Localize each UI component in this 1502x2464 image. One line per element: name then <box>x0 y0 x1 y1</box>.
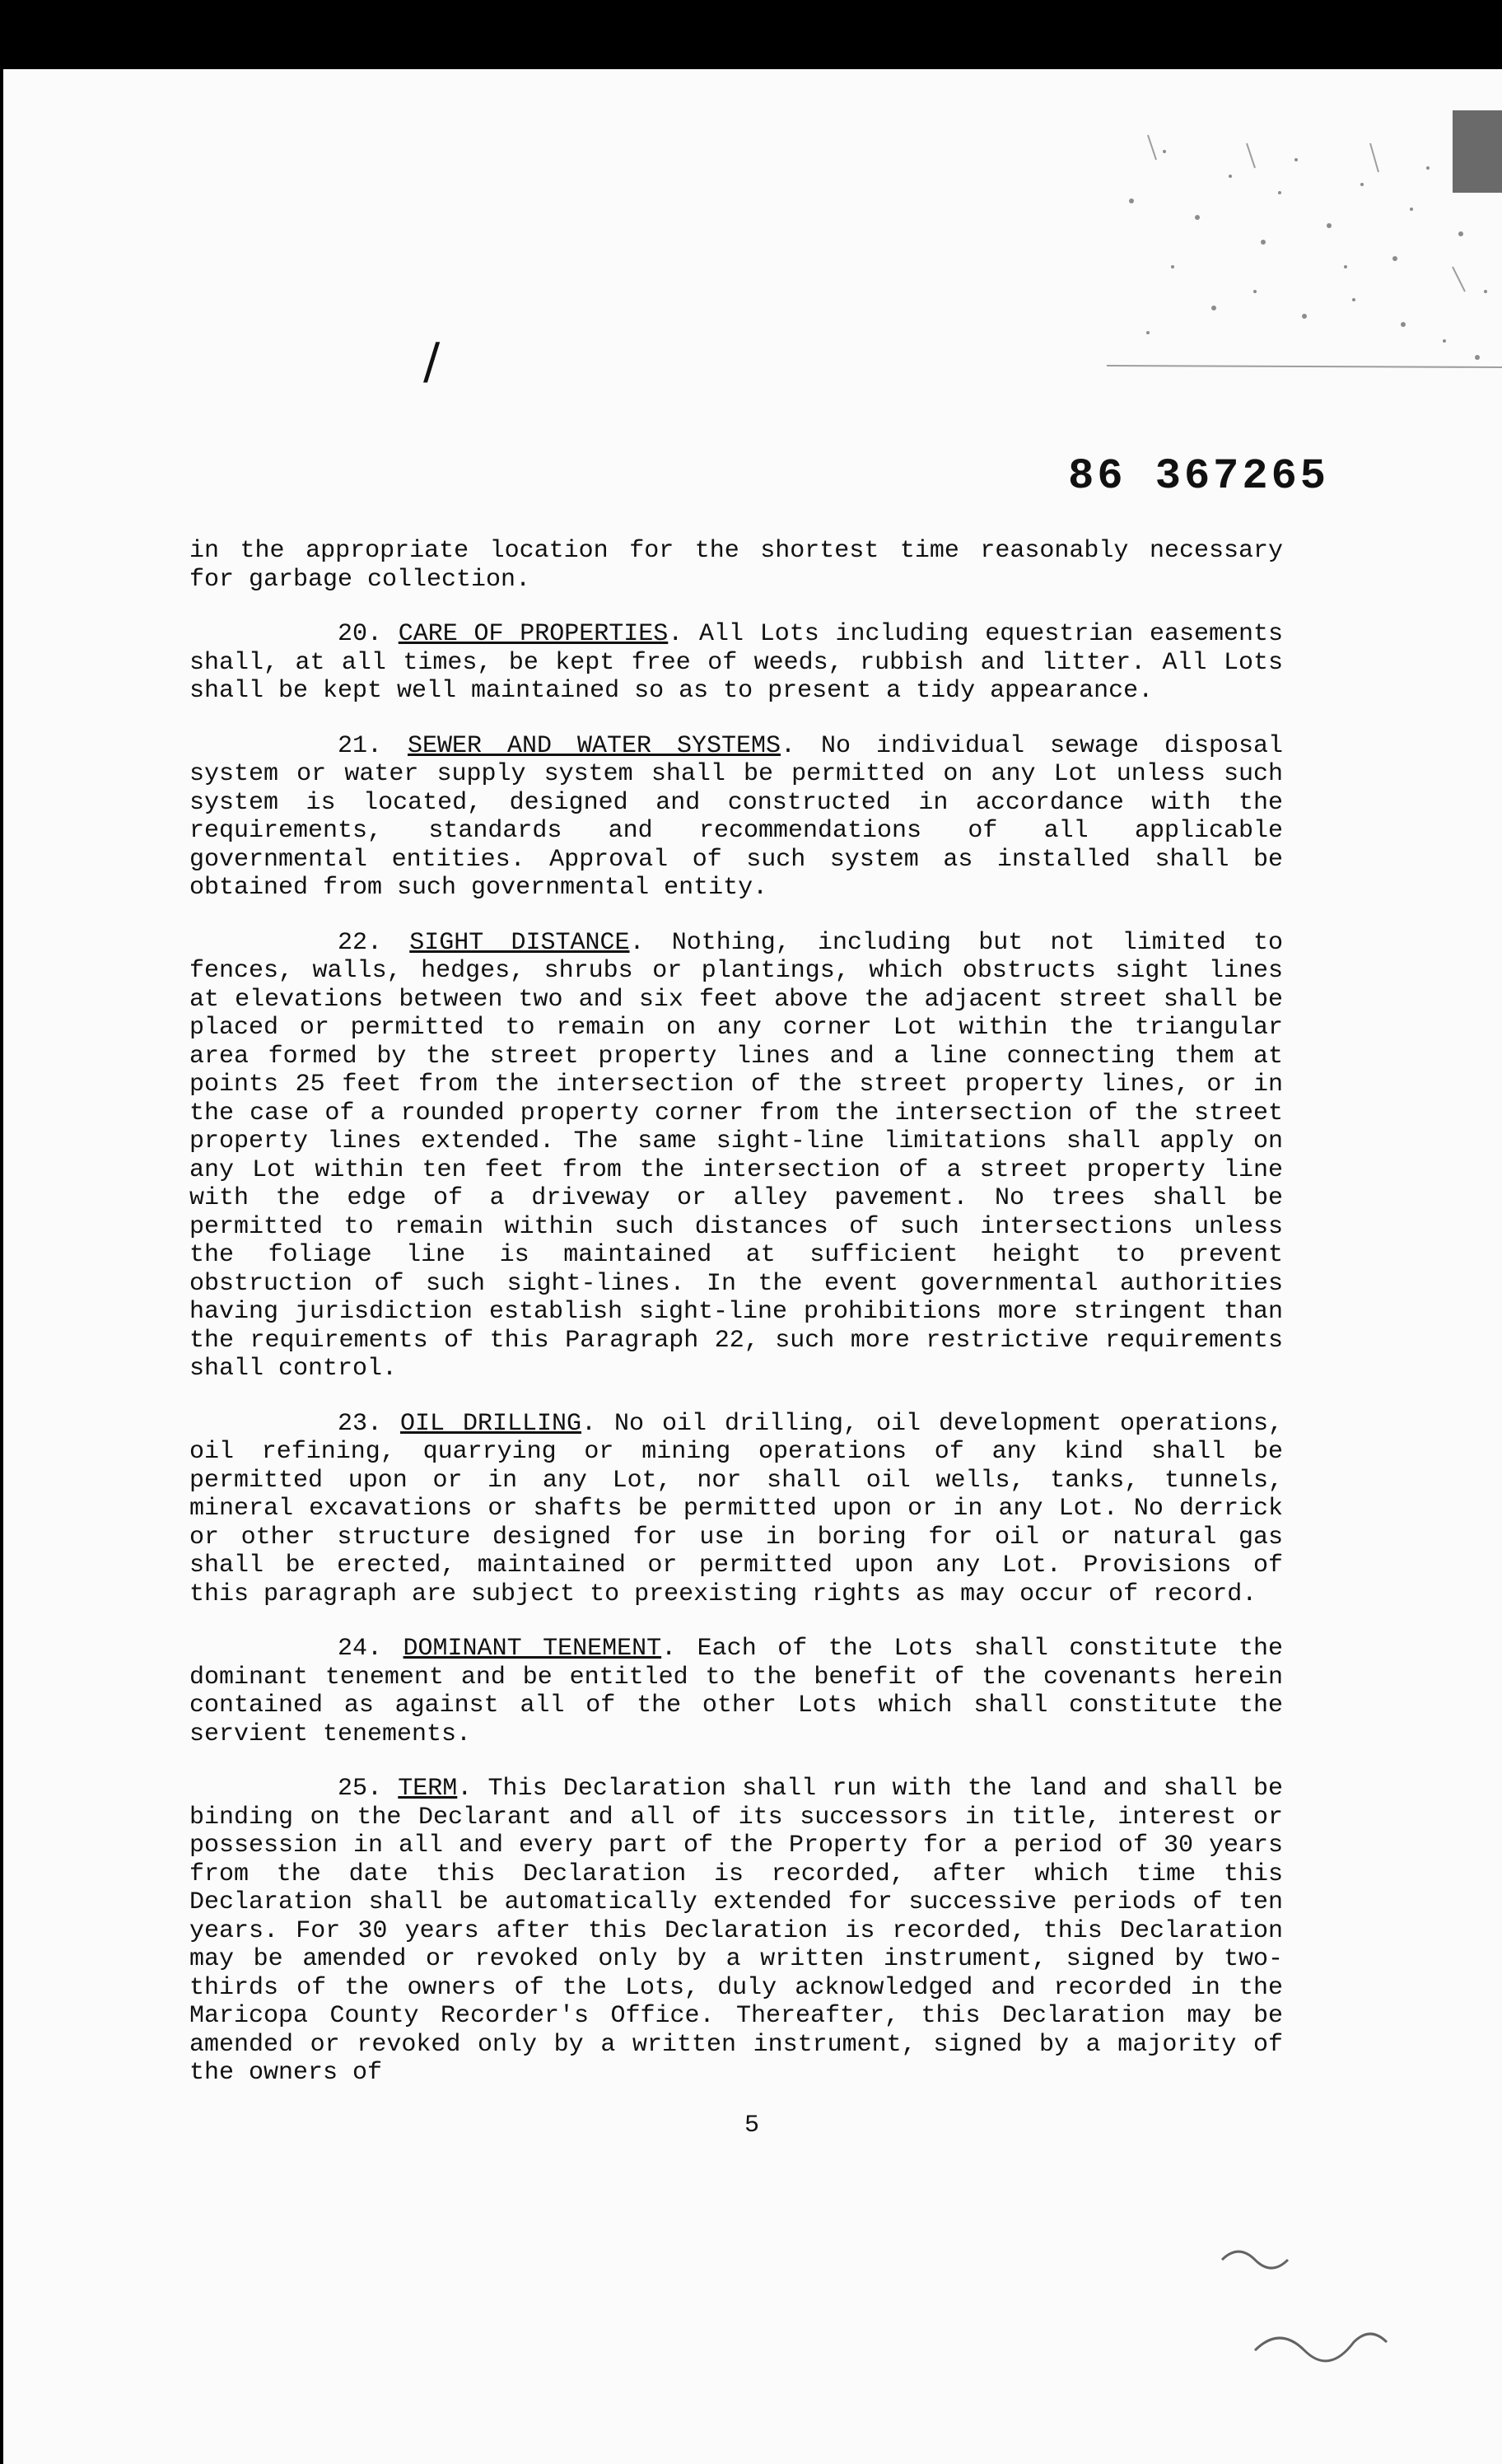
paragraph-number: 23. <box>338 1409 400 1438</box>
stamp-speckle <box>1099 102 1502 407</box>
paragraph-number: 24. <box>338 1635 403 1663</box>
signature-speckle <box>1206 2227 1453 2392</box>
document-body <box>189 537 1283 2114</box>
paragraph-text: . This Declaration shall run with the land and shall be binding on the Declarant and all of its successors in title, interest or possession in all and every part of the Property for a period of 30 years from the date this Declaration is recorded, after which time this Declaration shall be automatically extended for successive periods of ten years. For 30 years after this Declaration is recorded, this Declaration may be amended or revoked only by a written instrument, signed by two-thirds of the owners of the Lots, duly acknowledged and recorded in the Maricopa County Recorder's Office. Thereafter, this Declaration may be amended or revoked only by a written instrument, signed by a majority of the owners of <box>189 1775 1284 2087</box>
paragraph <box>189 732 1283 903</box>
paragraph <box>189 929 1283 1384</box>
paragraph <box>189 1410 1283 1609</box>
paragraph-heading: TERM <box>398 1775 458 1803</box>
paragraph-number: 25. <box>338 1775 399 1803</box>
paragraph-heading: SEWER AND WATER SYSTEMS <box>408 731 781 760</box>
page-number: 5 <box>744 2112 760 2140</box>
paragraph-heading: SIGHT DISTANCE <box>409 928 630 957</box>
scan-slash-mark: / <box>423 333 441 390</box>
paragraph <box>189 1635 1283 1748</box>
paragraph-text: . All Lots including equestrian easements shall, at all times, be kept free of weeds, rubbish and litter. All Lots shall be kept well maintained so as to present a tidy appearance. <box>189 620 1284 705</box>
paragraph-text: in the appropriate location for the shortest time reasonably necessary for garbage collection. <box>189 537 1283 594</box>
paragraph <box>189 620 1283 706</box>
paragraph-heading: CARE OF PROPERTIES <box>398 620 669 648</box>
paragraph-number: 21. <box>338 731 408 760</box>
paragraph-text: . Nothing, including but not limited to fences, walls, hedges, shrubs or plantings, which obstructs sight lines at elevations between two and six feet above the adjacent street shall be placed or permitted to remain on any corner Lot within the triangular area formed by the street property lines and a line connecting them at points 25 feet from the intersection of the street property lines, or in the case of a rounded property corner from the intersection of the street property lines extended. The same sight-line limitations shall apply on any Lot within ten feet from the intersection of a street property line with the edge of a driveway or alley pavement. No trees shall be permitted to remain within such distances of such intersections unless the foliage line is maintained at sufficient height to prevent obstruction of such sight-lines. In the event governmental authorities having jurisdiction establish sight-line prohibitions more stringent than the requirements of this Paragraph 22, such more restrictive requirements shall control. <box>189 928 1284 1383</box>
recording-number: 86 367265 <box>1068 452 1329 501</box>
paragraph <box>189 537 1283 594</box>
paragraph-heading: OIL DRILLING <box>400 1409 582 1438</box>
document-page <box>3 69 1502 2464</box>
paragraph-heading: DOMINANT TENEMENT <box>403 1635 662 1663</box>
paragraph-text: . No oil drilling, oil development operations, oil refining, quarrying or mining operations of any kind shall be permitted upon or in any Lot, nor shall oil wells, tanks, tunnels, mineral excavations or shafts be permitted upon or in any Lot. No derrick or other structure designed for use in boring for oil or natural gas shall be erected, maintained or permitted upon any Lot. Provisions of this paragraph are subject to preexisting rights as may occur of record. <box>189 1409 1283 1608</box>
paragraph-text: . Each of the Lots shall constitute the dominant tenement and be entitled to the benefit of the covenants herein contained as against all of the other Lots which shall constitute the servient tenements. <box>189 1635 1283 1748</box>
paragraph <box>189 1775 1283 2088</box>
paragraph-number: 22. <box>338 928 410 957</box>
paragraph-number: 20. <box>338 620 399 648</box>
paragraph-text: . No individual sewage disposal system or water supply system shall be permitted on any Lot unless such system is located, designed and constructed in accordance with the requirements, standards and recommendations of all applicable governmental entities. Approval of such system as installed shall be obtained from such governmental entity. <box>189 731 1283 902</box>
